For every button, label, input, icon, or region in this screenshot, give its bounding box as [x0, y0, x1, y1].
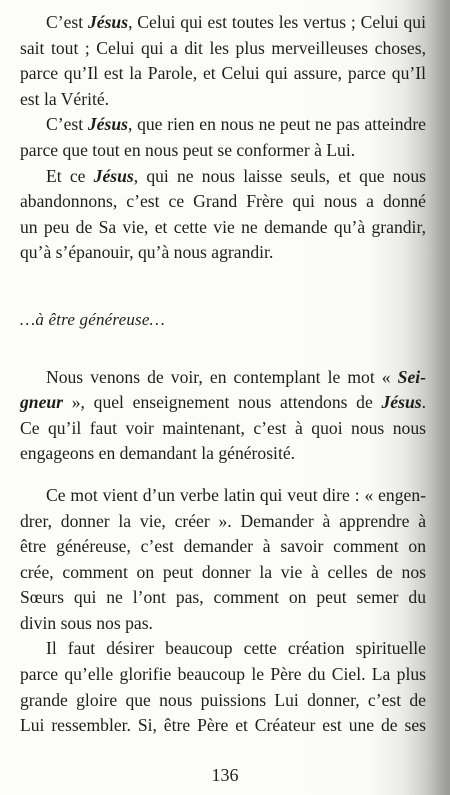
- text-line: Et ce Jésus, qui ne nous laisse seuls, et que nous: [46, 165, 426, 186]
- paragraph: [20, 112, 426, 163]
- paragraph: [20, 636, 426, 738]
- text-line: abandonnons, c’est ce Grand Frère qui nous a donné: [20, 191, 426, 212]
- paragraph: [20, 10, 426, 112]
- page-number: 136: [211, 765, 239, 785]
- text-line: divin sous nos pas.: [20, 612, 153, 633]
- text-line: Lui ressembler. Si, être Père et Créateur est une de ses: [20, 715, 426, 736]
- text-line: Ce mot vient d’un verbe latin qui veut dire : « engen-: [46, 484, 426, 505]
- paragraph: [20, 164, 426, 266]
- text-line: drer, donner la vie, créer ». Demander à apprendre à: [20, 510, 426, 531]
- spacer: [20, 475, 426, 483]
- text-line: engageons en demandant la générosité.: [20, 443, 296, 464]
- text-line: Nous venons de voir, en contemplant le mot « Sei-: [46, 366, 426, 387]
- text-line: crée, comment on peut donner la vie à celles de nos: [20, 561, 426, 582]
- paragraph: [20, 365, 426, 467]
- text-line: Ce qu’il faut voir maintenant, c’est à quoi nous nous: [20, 417, 426, 438]
- text-line: est la Vérité.: [20, 88, 110, 109]
- spacer: [20, 266, 426, 307]
- spacer: [20, 467, 426, 475]
- text-line: parce qu’Il est la Parole, et Celui qui assure, parce qu’Il: [20, 63, 426, 84]
- spacer: [20, 333, 426, 365]
- text-line: gneur », quel enseignement nous attendons de Jésus.: [20, 392, 426, 413]
- text-line: C’est Jésus, que rien en nous ne peut ne pas atteindre: [46, 114, 426, 135]
- text-line: parce qu’elle glorifie beaucoup le Père du Ciel. La plus: [20, 664, 426, 685]
- text-line: sait tout ; Celui qui a dit les plus merveilleuses choses,: [20, 37, 426, 58]
- paragraph: [20, 483, 426, 637]
- text-line: parce que tout en nous peut se conformer à Lui.: [20, 139, 356, 160]
- text-line: être généreuse, c’est demander à savoir comment on: [20, 536, 426, 557]
- section-heading: …à être généreuse…: [20, 309, 165, 329]
- text-line: Il faut désirer beaucoup cette création spirituelle: [46, 638, 426, 659]
- text-line: Sœurs qui ne l’ont pas, comment on peut semer du: [20, 587, 426, 608]
- text-line: C’est Jésus, Celui qui est toutes les vertus ; Celui qui: [46, 12, 426, 32]
- text-line: qu’à s’épanouir, qu’à nous agrandir.: [20, 242, 274, 263]
- page-text: [20, 10, 426, 739]
- text-line: un peu de Sa vie, et cette vie ne demande qu’à grandir,: [20, 216, 426, 237]
- text-line: grande gloire que nous puissions Lui donner, c’est de: [20, 689, 426, 710]
